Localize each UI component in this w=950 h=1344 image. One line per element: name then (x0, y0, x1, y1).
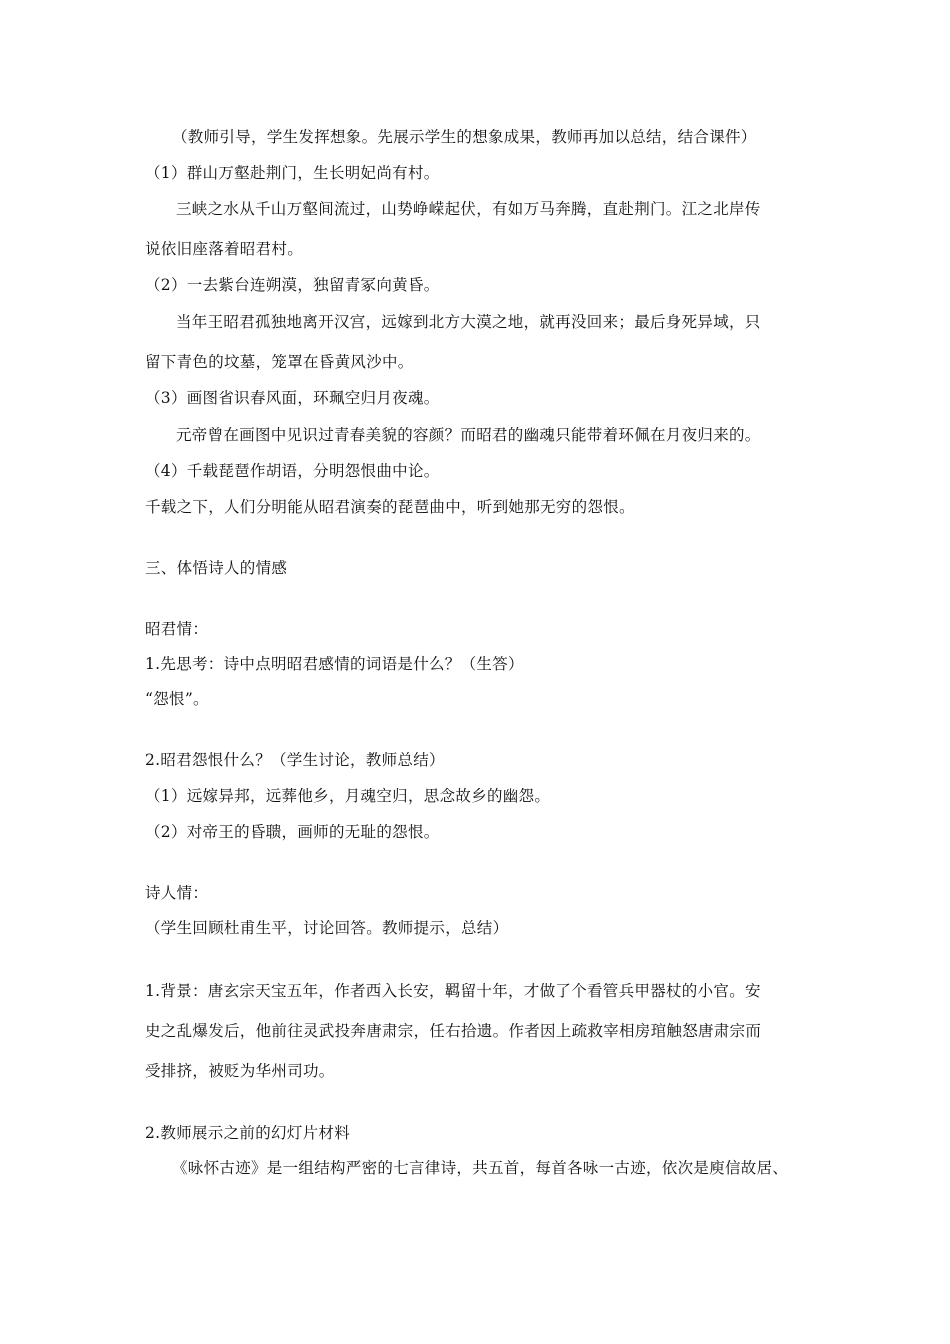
section-heading: 三、体悟诗人的情感 (145, 559, 288, 577)
text-line: 说依旧座落着昭君村。 (145, 240, 304, 258)
text-line: 元帝曾在画图中见识过青春美貌的容颜？而昭君的幽魂只能带着环佩在月夜归来的。 (176, 426, 761, 444)
text-line: 1.背景：唐玄宗天宝五年，作者西入长安，羁留十年，才做了个看管兵甲器杖的小官。安 (145, 982, 761, 1000)
poem-line-2: （2）一去紫台连朔漠，独留青冢向黄昏。 (145, 276, 440, 294)
text-line: 《咏怀古迹》是一组结构严密的七言律诗，共五首，每首各咏一古迹，依次是庾信故居、 (172, 1159, 789, 1177)
list-item: （2）对帝王的昏聩，画师的无耻的怨恨。 (145, 823, 440, 841)
text-line: 1.先思考：诗中点明昭君感情的词语是什么？（生答） (145, 655, 524, 673)
poem-line-4: （4）千载琵琶作胡语，分明怨恨曲中论。 (145, 462, 440, 480)
poem-line-3: （3）画图省识春风面，环珮空归月夜魂。 (145, 389, 440, 407)
text-line: 千载之下，人们分明能从昭君演奏的琵琶曲中，听到她那无穷的怨恨。 (145, 498, 635, 516)
subheading: 诗人情： (145, 884, 209, 902)
text-line: （教师引导，学生发挥想象。先展示学生的想象成果，教师再加以总结，结合课件） (172, 128, 757, 146)
text-line: “怨恨”。 (145, 690, 209, 708)
text-line: 三峡之水从千山万壑间流过，山势峥嵘起伏，有如万马奔腾，直赴荆门。江之北岸传 (176, 200, 761, 218)
poem-line-1: （1）群山万壑赴荆门，生长明妃尚有村。 (145, 164, 440, 182)
text-line: 2.昭君怨恨什么？（学生讨论，教师总结） (145, 751, 445, 769)
text-line: 受排挤，被贬为华州司功。 (145, 1062, 335, 1080)
text-line: 留下青色的坟墓，笼罩在昏黄风沙中。 (145, 353, 414, 371)
subheading: 昭君情： (145, 620, 209, 638)
text-line: 2.教师展示之前的幻灯片材料 (145, 1124, 350, 1142)
text-line: （学生回顾杜甫生平，讨论回答。教师提示，总结） (145, 919, 509, 937)
text-line: 史之乱爆发后，他前往灵武投奔唐肃宗，任右拾遗。作者因上疏救宰相房琯触怒唐肃宗而 (145, 1022, 762, 1040)
text-line: 当年王昭君孤独地离开汉宫，远嫁到北方大漠之地，就再没回来；最后身死异域，只 (176, 313, 761, 331)
list-item: （1）远嫁异邦，远葬他乡，月魂空归，思念故乡的幽怨。 (145, 787, 551, 805)
